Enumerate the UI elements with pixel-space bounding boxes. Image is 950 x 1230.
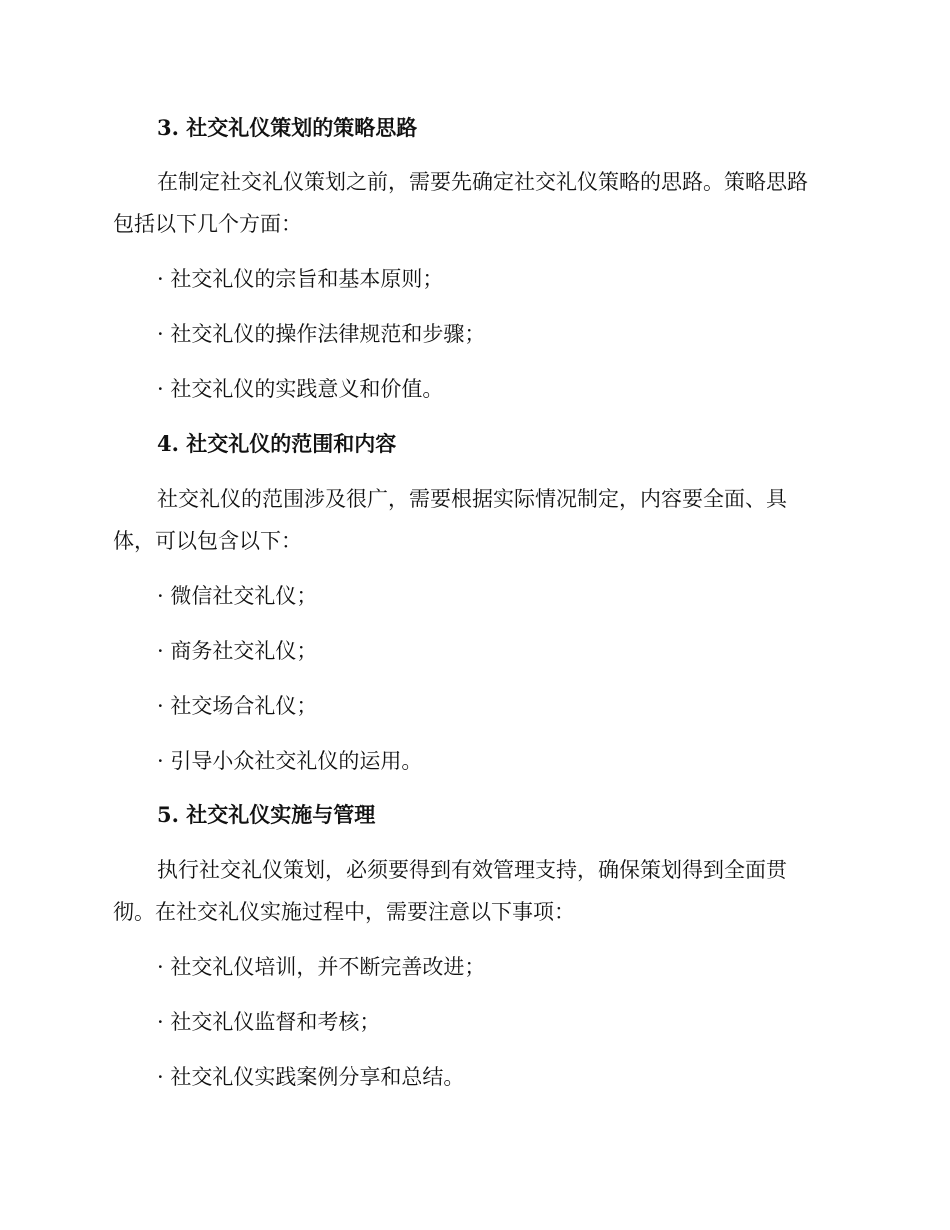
section-5-paragraph-line-2: 彻。在社交礼仪实施过程中，需要注意以下事项： [113, 900, 575, 924]
section-4-paragraph-line-2: 体，可以包含以下： [113, 529, 302, 553]
section-5-paragraph-line-1: 执行社交礼仪策划，必须要得到有效管理支持，确保策划得到全面贯 [157, 858, 787, 882]
section-3-bullet-3: · 社交礼仪的实践意义和价值。 [157, 377, 444, 401]
section-5-bullet-3: · 社交礼仪实践案例分享和总结。 [157, 1065, 465, 1089]
section-3-paragraph-line-1: 在制定社交礼仪策划之前，需要先确定社交礼仪策略的思路。策略思路 [157, 170, 808, 194]
section-4-paragraph-line-1: 社交礼仪的范围涉及很广，需要根据实际情况制定，内容要全面、具 [157, 487, 787, 511]
section-4-bullet-3: · 社交场合礼仪； [157, 694, 318, 718]
section-3-paragraph-line-2: 包括以下几个方面： [113, 212, 302, 236]
section-4-bullet-1: · 微信社交礼仪； [157, 584, 318, 608]
section-4-bullet-2: · 商务社交礼仪； [157, 639, 318, 663]
section-4-bullet-4: · 引导小众社交礼仪的运用。 [157, 749, 423, 773]
section-3-bullet-1: · 社交礼仪的宗旨和基本原则； [157, 267, 444, 291]
section-3-bullet-2: · 社交礼仪的操作法律规范和步骤； [157, 322, 486, 346]
section-3-heading: 3. 社交礼仪策划的策略思路 [157, 115, 418, 140]
section-5-bullet-2: · 社交礼仪监督和考核； [157, 1010, 381, 1034]
section-5-heading: 5. 社交礼仪实施与管理 [157, 802, 376, 827]
section-5-bullet-1: · 社交礼仪培训，并不断完善改进； [157, 955, 486, 979]
section-4-heading: 4. 社交礼仪的范围和内容 [157, 431, 397, 456]
